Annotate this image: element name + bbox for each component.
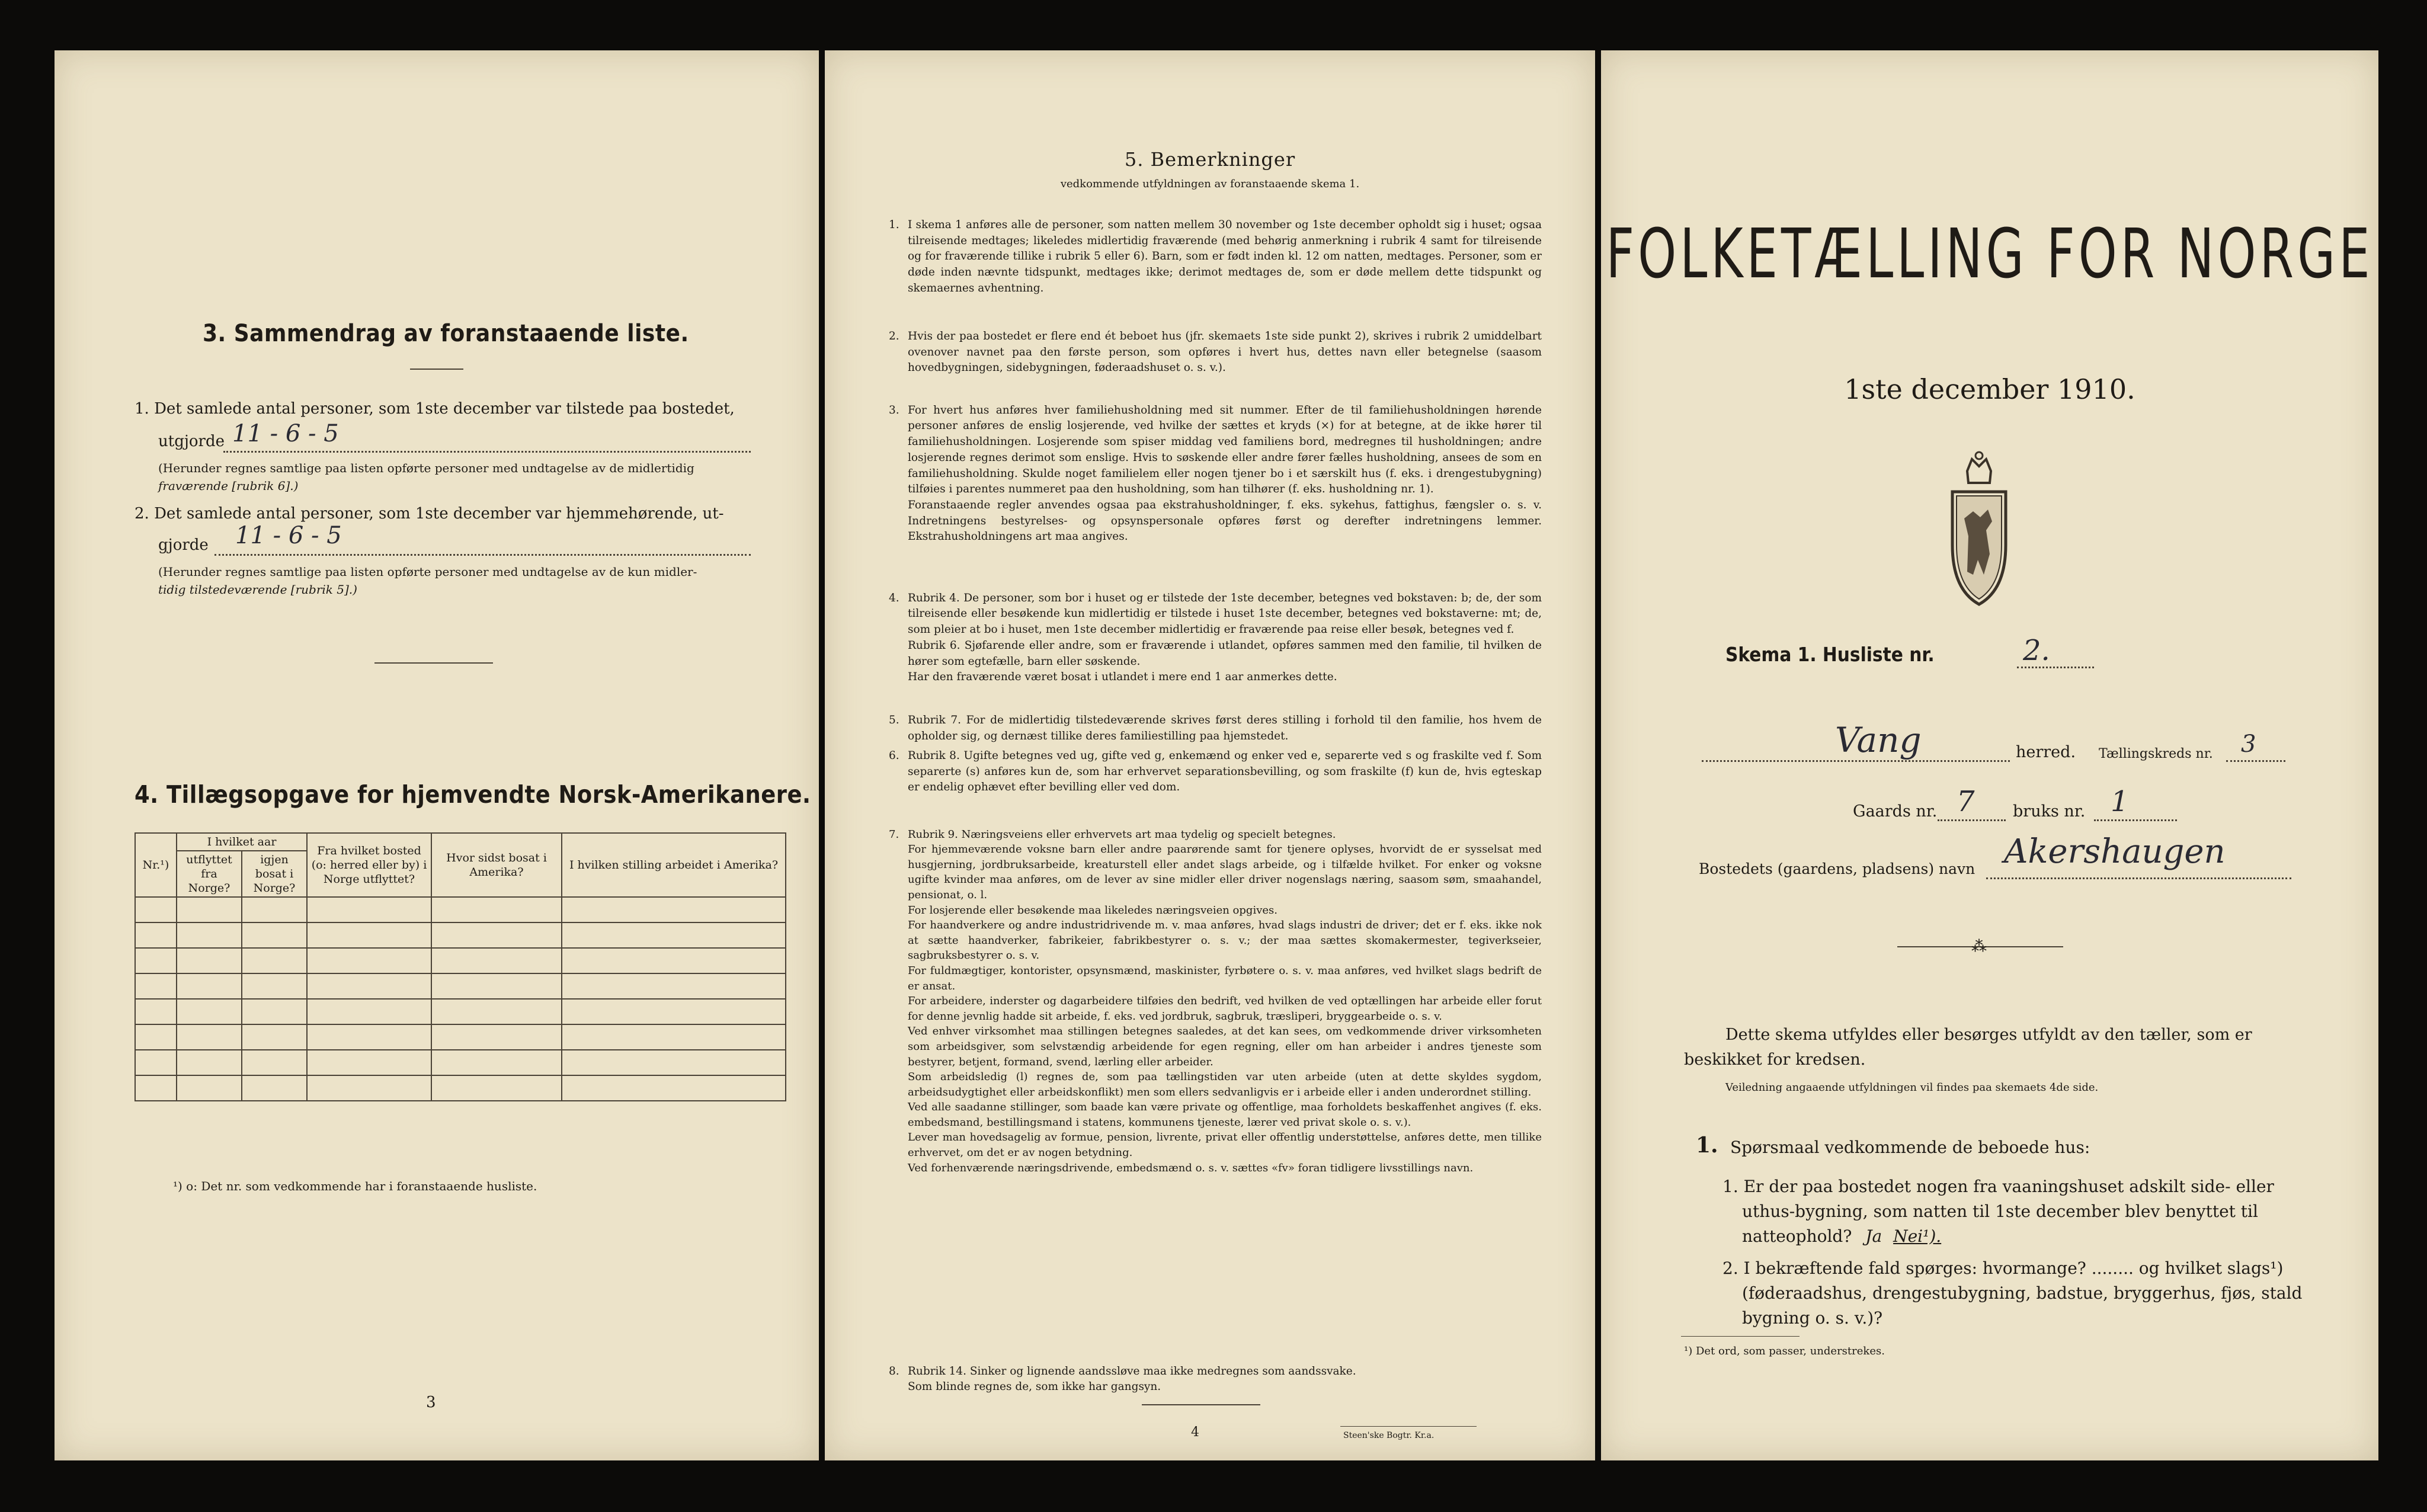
question-1-1-b: uthus-bygning, som natten til 1ste december blev benyttet til (1742, 1202, 2258, 1221)
question-1-1-a: 1. Er der paa bostedet nogen fra vaaningshuset adskilt side- eller (1722, 1177, 2274, 1196)
table-row (135, 897, 786, 922)
page-3 (55, 50, 819, 1460)
divider (410, 369, 463, 370)
instruction-b: beskikket for kredsen. (1684, 1050, 1866, 1069)
kreds-line (2226, 760, 2285, 762)
table-row (135, 1024, 786, 1050)
page-1 (1601, 50, 2378, 1460)
gaards-label: Gaards nr. (1853, 802, 1938, 821)
item-2-text: 2. Det samlede antal personer, som 1ste december var hjemmehørende, ut- (135, 505, 724, 523)
item-2-note-b: tidig tilstedeværende [rubrik 5].) (158, 582, 357, 597)
husliste-number: 2. (2023, 634, 2050, 667)
item-2-value: 11 - 6 - 5 (235, 522, 342, 549)
bosted-value: Akershaugen (2004, 832, 2226, 871)
section-3-title: 3. Sammendrag av foranstaaende liste. (203, 320, 689, 347)
table-row (135, 973, 786, 999)
answer-ja: Ja (1865, 1226, 1882, 1246)
question-1-1-c: natteophold? Ja Nei¹). (1742, 1226, 1942, 1246)
remark-item-1: 1. I skema 1 anføres alle de personer, som natten mellem 30 november og 1ste december opholdt sig i huset; ogsaa tilreisende medtages; likeledes midlertidig fraværende (med behørig anmerkning i rubrik 4 samt for tilreisende og for fraværende tillike i rubrik 5 eller 6). Barn, som er født inden kl. 12 om natten, medtages. Personer, som er døde inden nævnte tidspunkt, medtages ikke; derimot medtages de, som er døde mellem dette tidspunkt og skemaernes avhentning. (889, 219, 1542, 294)
question-1-2-b: (føderaadshus, drengestubygning, badstue, bryggerhus, fjøs, stald (1742, 1283, 2303, 1303)
herred-label: herred. (2016, 743, 2076, 761)
gaards-value: 7 (1957, 785, 1975, 818)
remarks-subheading: vedkommende utfyldningen av foranstaaende skema 1. (1060, 178, 1360, 190)
table-row (135, 948, 786, 973)
question-1-2-a: 2. I bekræftende fald spørges: hvormange? ........ og hvilket slags¹) (1722, 1258, 2284, 1278)
item-1-note-b: fraværende [rubrik 6].) (158, 479, 299, 493)
skema-label: Skema 1. Husliste nr. (1725, 643, 1935, 666)
item-1-value: 11 - 6 - 5 (232, 420, 339, 447)
col-stilling: I hvilken stilling arbeidet i Amerika? (562, 833, 786, 897)
divider (1681, 1336, 1800, 1337)
norsk-amerikanere-table (135, 832, 786, 1101)
answer-nei: Nei¹). (1893, 1226, 1942, 1246)
divider (1142, 1404, 1260, 1405)
item-1-utgjorde: utgjorde (158, 433, 225, 450)
item-1-text: 1. Det samlede antal personer, som 1ste december var tilstede paa bostedet, (135, 400, 735, 418)
remarks-heading: 5. Bemerkninger (1124, 148, 1296, 171)
printer-mark: Steen'ske Bogtr. Kr.a. (1343, 1431, 1435, 1440)
right-footnote: ¹) Det ord, som passer, understrekes. (1684, 1345, 1885, 1357)
instruction-small: Veiledning angaaende utfyldningen vil findes paa skemaets 4de side. (1725, 1081, 2099, 1094)
herred-value: Vang (1835, 720, 1922, 760)
item-2-line (214, 554, 751, 556)
divider (1340, 1426, 1477, 1427)
question-1-number: 1. (1696, 1133, 1718, 1158)
remark-item-4: 4. Rubrik 4. De personer, som bor i huset og er tilstede der 1ste december, betegnes ved bokstaven: b; de, der som tilreisende eller besøkende kun midlertidig er tilstede i huset 1ste december, betegnes ved bokstaverne: mt; de, som pleier at bo i huset, men 1ste december midlertidig er fraværende paa reise eller besøk, betegnes ved f. Rubrik 6. Sjøfarende eller andre, som er fraværende i utlandet, opføres sammen med den familie, til hvilken de hører som egtefælle, barn eller søskende. Har den fraværende været bosat i utlandet i mere end 1 aar anmerkes dette. (889, 591, 1542, 684)
remark-item-6: 6. Rubrik 8. Ugifte betegnes ved ug, gifte ved g, enkemænd og enker ved e, separerte ved s og fraskilte ved f. Som separerte (s) anføres kun de, som har erhvervet separationsbevilling, og som fraskilte (f) kun de, hvis egteskap er endelig ophævet efter bevilling eller ved dom. (889, 749, 1542, 794)
ornament-icon: ⁂ (1971, 938, 1987, 956)
question-1-title: Spørsmaal vedkommende de beboede hus: (1730, 1138, 2090, 1157)
item-2-note-a: (Herunder regnes samtlige paa listen opførte personer med undtagelse av de kun midler- (158, 565, 697, 579)
table-footnote: ¹) o: Det nr. som vedkommende har i foranstaaende husliste. (173, 1179, 537, 1193)
col-nr: Nr.¹) (135, 833, 177, 897)
page-4 (825, 50, 1595, 1460)
remark-item-7: 7. Rubrik 9. Næringsveiens eller erhvervets art maa tydelig og specielt betegnes. For hjemmeværende voksne barn eller andre paarørende samt for tjenere oplyses, hvorvidt de er sysselsat med husgjerning, jordbruksarbeide, kreaturstell eller andet slags arbeide, og i tilfælde hvilket. For enker og voksne ugifte kvinder maa anføres, om de lever av sine midler eller driver nogenslags næring, saasom søm, smaahandel, pensionat, o. l. For losjerende eller besøkende maa likeledes næringsveien opgives. For haandverkere og andre industridrivende m. v. maa anføres, hvad slags industri de driver; det er f. eks. ikke nok at sætte haandverker, fabrikeier, fabrikbestyrer o. s. v.; der maa sættes skomakermester, tegiverkseier, sagbruksbestyrer o. s. v. For fuldmægtiger, kontorister, opsynsmænd, maskinister, fyrbøtere o. s. v. maa anføres, ved hvilket slags bedrift de er ansat. For arbeidere, inderster og dagarbeidere tilføies den bedrift, ved hvilken de ved optællingen har arbeide eller forut for denne jevnlig hadde sit arbeide, f. eks. ved jordbruk, sagbruk, træsliperi, bryggearbeide o. s. v. Ved enhver virksomhet maa stillingen betegnes saaledes, at det kan sees, om vedkommende driver virksomheten som arbeidsgiver, som selvstændig arbeidende for egen regning, eller om han arbeider i andres tjeneste som bestyrer, betjent, formand, svend, lærling eller arbeider. Som arbeidsledig (l) regnes de, som paa tællingstiden var uten arbeide (uten at dette skyldes sygdom, arbeidsudygtighet eller arbeidskonflikt) men som ellers sedvanligvis er i arbeide eller i anden underordnet stilling. Ved alle saadanne stillinger, som baade kan være private og offentlige, maa forholdets beskaffenhet angives (f. eks. embedsmand, bestillingsmand i statens, kommunens tjeneste, lærer ved privat skole o. s. v.). Lever man hovedsagelig av formue, pension, livrente, privat eller offentlig understøttelse, anføres dette, men tillike erhvervet, om det er av nogen betydning. Ved forhenværende næringsdrivende, embedsmænd o. s. v. sættes «fv» foran tidligere livsstillings navn. (889, 828, 1542, 1174)
col-hvor-bosat: Hvor sidst bosat i Amerika? (431, 833, 562, 897)
divider (374, 662, 493, 664)
table-row (135, 999, 786, 1024)
remark-item-5: 5. Rubrik 7. For de midlertidig tilstedeværende skrives først deres stilling i forhold til den familie, hos hvem de opholder sig, og dernæst tillike deres familiestilling paa hjemstedet. (889, 714, 1542, 742)
item-1-note-a: (Herunder regnes samtlige paa listen opførte personer med undtagelse av de midlertidig (158, 461, 694, 475)
instruction-a: Dette skema utfyldes eller besørges utfyldt av den tæller, som er (1725, 1026, 2252, 1044)
herred-line (1702, 760, 2010, 762)
item-1-line (223, 451, 751, 453)
col-utflyttet: utflyttet fra Norge? (177, 851, 242, 897)
bruks-value: 1 (2111, 785, 2129, 818)
remark-item-8: 8. Rubrik 14. Sinker og lignende aandssløve maa ikke medregnes som aandssvake. Som blinde regnes de, som ikke har gangsyn. (889, 1364, 1356, 1394)
bosted-line (1986, 877, 2291, 879)
section-4-title: 4. Tillægsopgave for hjemvendte Norsk-Amerikanere. (135, 780, 811, 809)
bruks-label: bruks nr. (2013, 802, 2086, 821)
kreds-value: 3 (2241, 731, 2256, 758)
census-date: 1ste december 1910. (1844, 373, 2135, 405)
col-fra-bosted: Fra hvilket bosted (o: herred eller by) i Norge utflyttet? (307, 833, 431, 897)
item-2-utgjorde: gjorde (158, 536, 209, 554)
table-row (135, 1050, 786, 1075)
gaards-line (1938, 819, 2006, 821)
col-group-year: I hvilket aar (177, 833, 307, 851)
page-number: 4 (1191, 1425, 1199, 1440)
table-row (135, 1075, 786, 1101)
document-title: FOLKETÆLLING FOR NORGE (1606, 214, 2374, 294)
bosted-label: Bostedets (gaardens, pladsens) navn (1699, 860, 1975, 877)
remark-item-2: 2. Hvis der paa bostedet er flere end ét beboet hus (jfr. skemaets 1ste side punkt 2), skrives i rubrik 2 umiddelbart ovenover navnet paa den første person, som opføres i hvert hus, dettes navn eller betegnelse (saasom hovedbygningen, sidebygningen, føderaadshuset o. s. v.). (889, 330, 1542, 374)
coat-of-arms-icon (1943, 447, 2015, 613)
bruks-line (2094, 819, 2177, 821)
table-row (135, 922, 786, 948)
col-igjen-bosat: igjen bosat i Norge? (242, 851, 307, 897)
page-number: 3 (426, 1394, 436, 1411)
kreds-label: Tællingskreds nr. (2099, 747, 2213, 761)
remark-item-3: 3. For hvert hus anføres hver familiehusholdning med sit nummer. Efter de til familiehusholdningen hørende personer anføres de enslig losjerende, ved hvilke der sættes et kryds (×) for at betegne, at de ikke hører til familiehusholdningen. Losjerende som spiser middag ved familiens bord, medregnes til husholdningen; andre losjerende regnes derimot som enslige. Hvis to søskende eller andre fører fælles husholdning, ansees de som en familiehusholdning. Skulde noget familielem eller nogen tjener bo i et særskilt hus (f. eks. i drengestubygning) tilføies i parentes nummeret paa den husholdning, som han tilhører (f. eks. husholdning nr. 1). Foranstaaende regler anvendes ogsaa paa ekstrahusholdninger, f. eks. sykehus, fattighus, fængsler o. s. v. Indretningens bestyrelses- og opsynspersonale opføres først og derefter indretningens lemmer. Ekstrahusholdningens art maa angives. (889, 403, 1542, 543)
question-1-2-c: bygning o. s. v.)? (1742, 1308, 1883, 1328)
